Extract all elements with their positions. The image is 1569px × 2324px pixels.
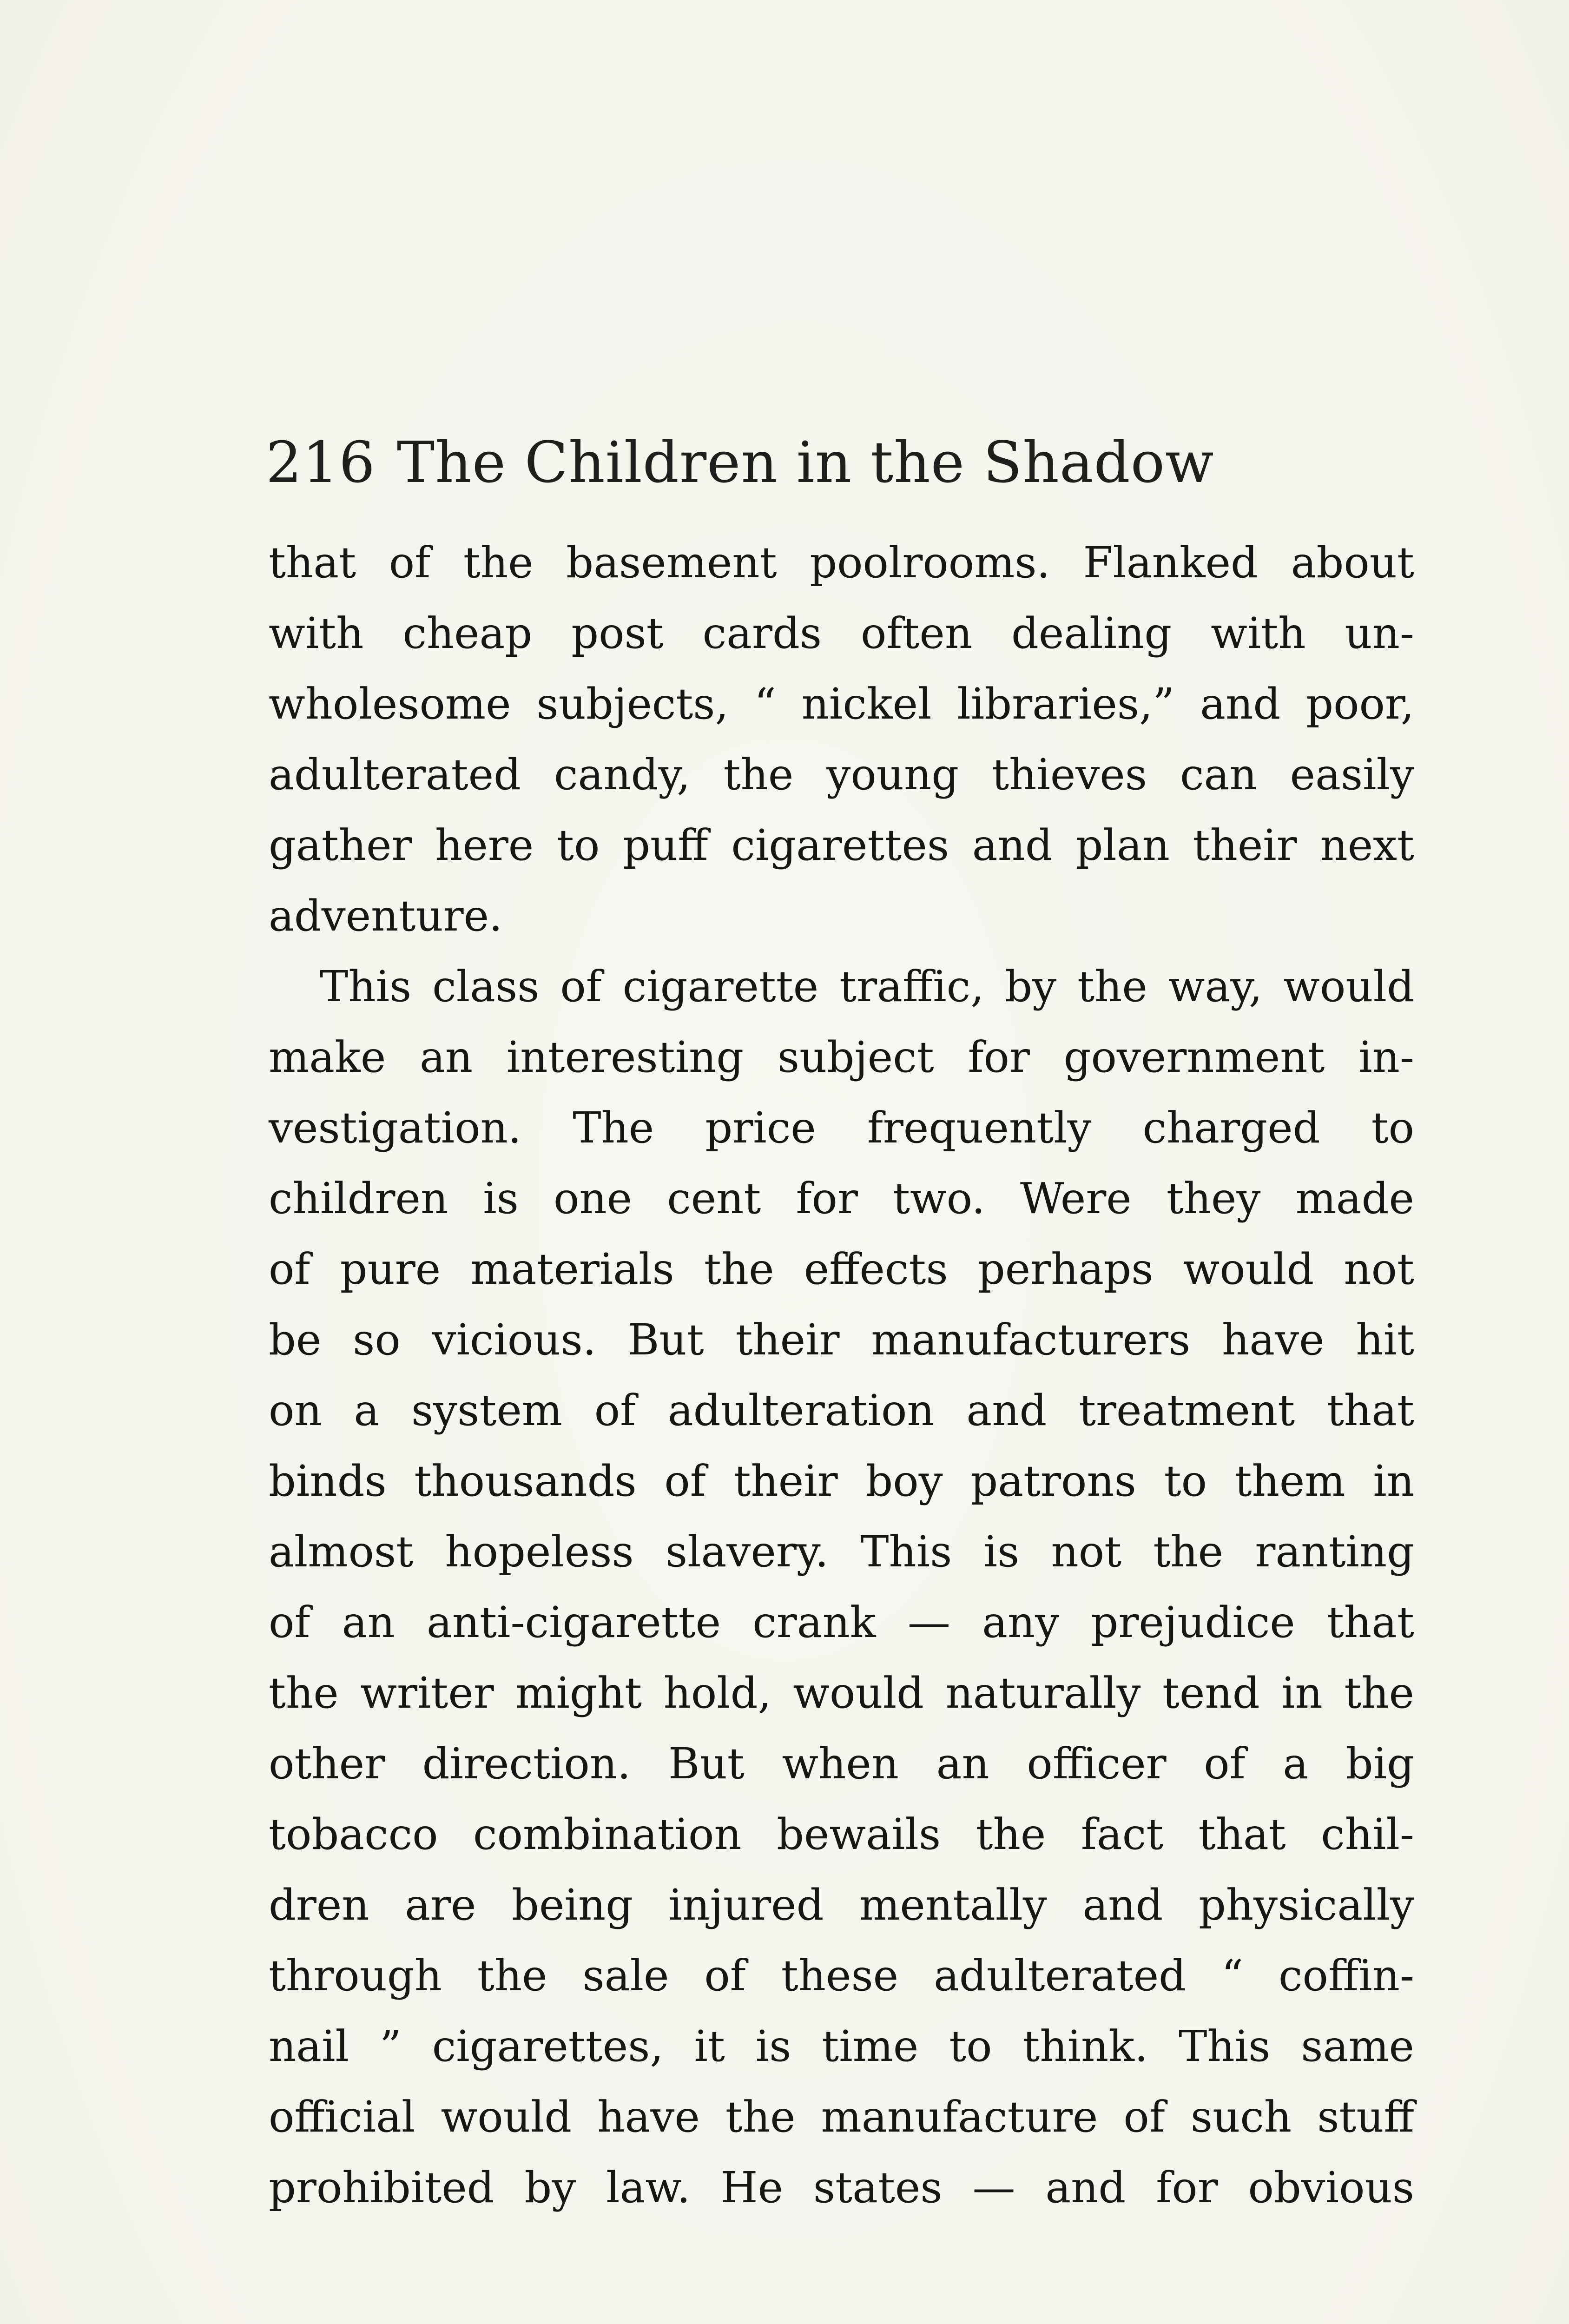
text-line: almost hopeless slavery. This is not the ranting [269, 1527, 1414, 1577]
text-line: make an interesting subject for government in- [269, 1032, 1414, 1082]
text-line: adulterated candy, the young thieves can easily [269, 750, 1414, 799]
text-line: the writer might hold, would naturally tend in the [269, 1668, 1414, 1718]
text-line: prohibited by law. He states — and for obvious [269, 2163, 1414, 2212]
text-line: of an anti-cigarette crank — any prejudice that [269, 1598, 1414, 1647]
text-line: of pure materials the effects perhaps would not [269, 1244, 1414, 1294]
text-line: binds thousands of their boy patrons to them in [269, 1456, 1414, 1506]
body-text [269, 528, 1414, 2223]
text-line: through the sale of these adulterated “ coffin- [269, 1951, 1414, 2000]
text-line: children is one cent for two. Were they made [269, 1174, 1414, 1223]
text-line: official would have the manufacture of such stuff [269, 2092, 1414, 2142]
text-line: vestigation. The price frequently charged to [269, 1103, 1414, 1153]
running-head [266, 418, 1428, 507]
text-line: with cheap post cards often dealing with un- [269, 608, 1414, 658]
text-line: on a system of adulteration and treatment that [269, 1386, 1414, 1435]
text-line: This class of cigarette traffic, by the way, would [320, 962, 1414, 1011]
text-line: nail ” cigarettes, it is time to think. This same [269, 2021, 1414, 2071]
text-line: dren are being injured mentally and physically [269, 1880, 1414, 1930]
text-line: other direction. But when an officer of a big [269, 1739, 1414, 1789]
text-line: be so vicious. But their manufacturers have hit [269, 1315, 1414, 1365]
text-line: adventure. [269, 891, 503, 941]
running-title: The Children in the Shadow [396, 429, 1214, 495]
text-line: gather here to puff cigarettes and plan their next [269, 820, 1414, 870]
text-line: wholesome subjects, “ nickel libraries,” and poor, [269, 679, 1414, 729]
text-line: that of the basement poolrooms. Flanked about [269, 538, 1414, 588]
text-line: tobacco combination bewails the fact that chil- [269, 1809, 1414, 1859]
page-number: 216 [266, 429, 376, 495]
